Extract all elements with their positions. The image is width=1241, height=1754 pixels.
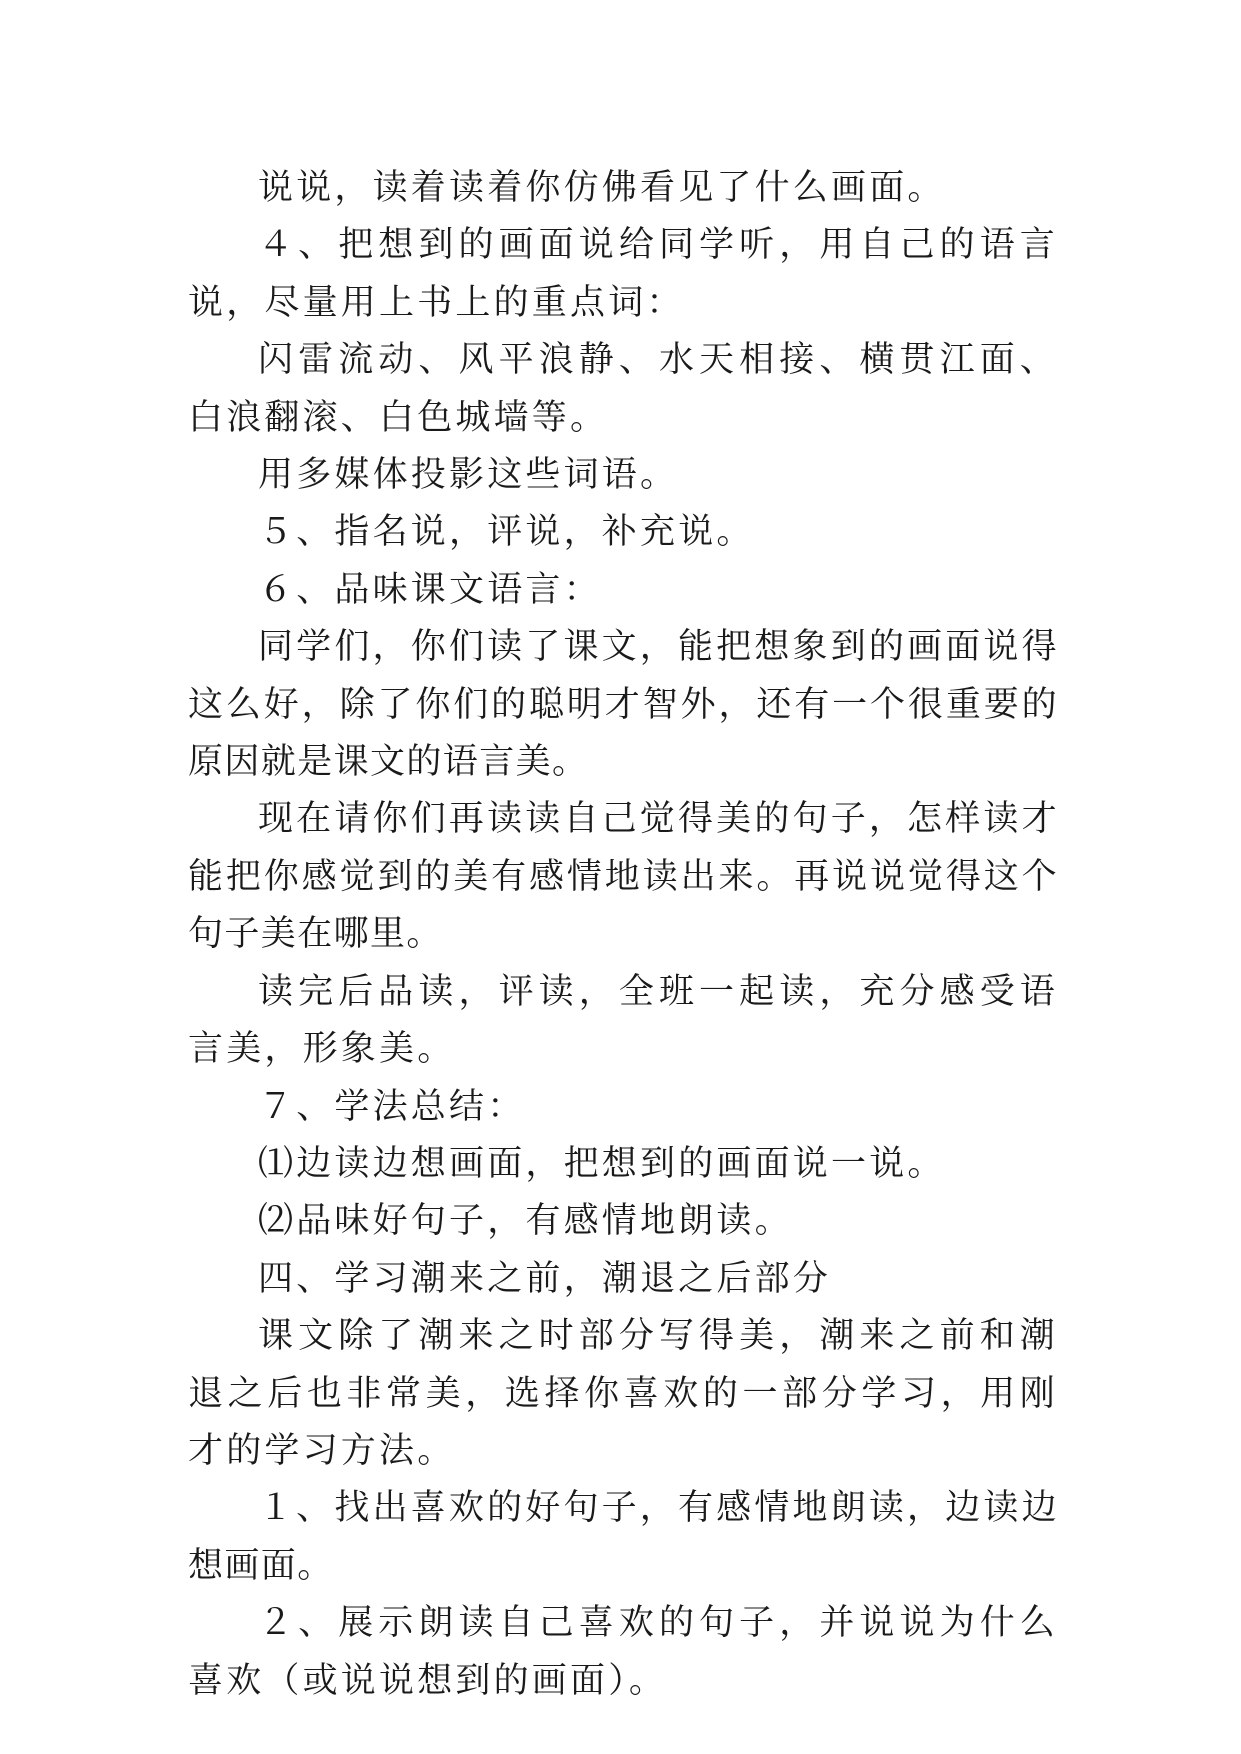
- paragraph: 闪雷流动、风平浪静、水天相接、横贯江面、白浪翻滚、白色城墙等。: [188, 340, 1058, 438]
- paragraph: １、找出喜欢的好句子，有感情地朗读，边读边想画面。: [188, 1488, 1058, 1586]
- paragraph: ２、展示朗读自己喜欢的句子，并说说为什么喜欢（或说说想到的画面）。: [188, 1603, 1058, 1701]
- paragraph: ⑴边读边想画面，把想到的画面说一说。: [258, 1143, 946, 1184]
- paragraph: 读完后品读，评读，全班一起读，充分感受语言美，形象美。: [188, 971, 1058, 1070]
- paragraph: ４、把想到的画面说给同学听，用自己的语言说，尽量用上书上的重点词：: [188, 225, 1058, 323]
- paragraph: 同学们，你们读了课文，能把想象到的画面说得这么好，除了你们的聪明才智外，还有一个很重要的原因就是课文的语言美。: [188, 627, 1058, 783]
- paragraph: ５、指名说，评说，补充说。: [258, 512, 755, 553]
- document-body: [188, 160, 1058, 1710]
- section-heading: 四、学习潮来之前，潮退之后部分: [258, 1258, 832, 1299]
- paragraph: ６、品味课文语言：: [258, 569, 602, 610]
- paragraph: 用多媒体投影这些词语。: [258, 455, 679, 496]
- paragraph: 说说，读着读着你仿佛看见了什么画面。: [258, 168, 946, 208]
- paragraph: 现在请你们再读读自己觉得美的句子，怎样读才能把你感觉到的美有感情地读出来。再说说觉得这个句子美在哪里。: [188, 799, 1058, 955]
- paragraph: ７、学法总结：: [258, 1086, 526, 1127]
- paragraph: ⑵品味好句子，有感情地朗读。: [258, 1201, 793, 1242]
- paragraph: 课文除了潮来之时部分写得美，潮来之前和潮退之后也非常美，选择你喜欢的一部分学习，用刚才的学习方法。: [188, 1316, 1058, 1471]
